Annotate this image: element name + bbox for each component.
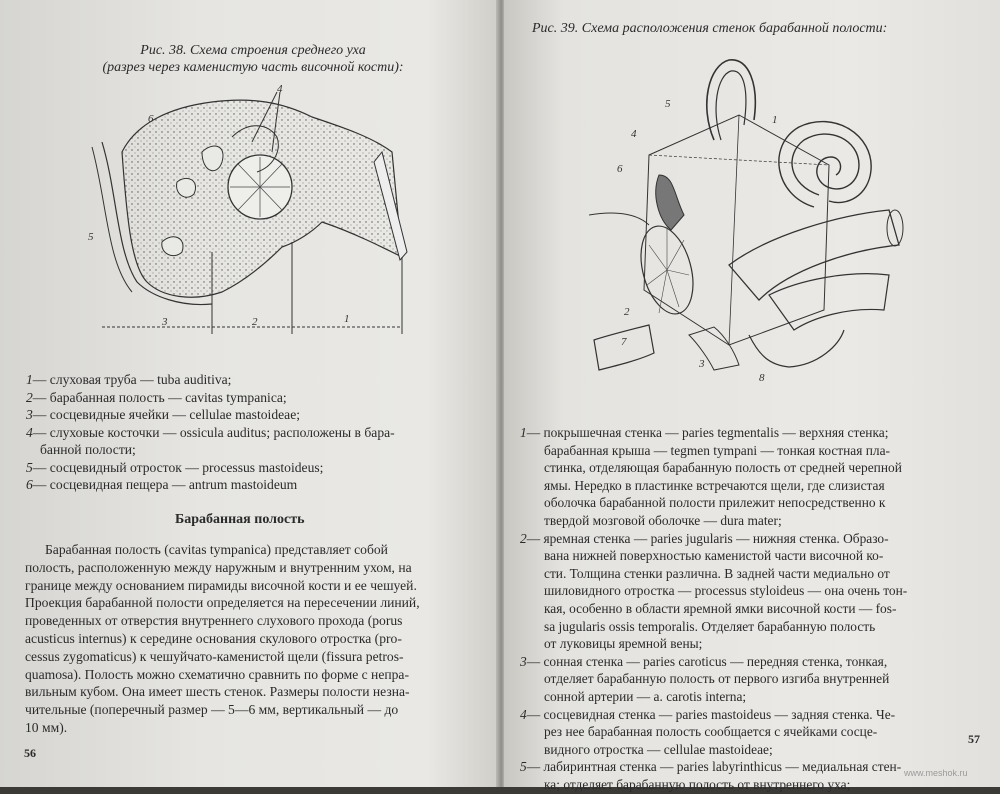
label-5: 5 bbox=[665, 98, 671, 110]
wall-number: 2 bbox=[520, 530, 527, 546]
figure-38-caption bbox=[88, 42, 418, 76]
paragraph-line: полость, расположенную между наружным и внутренним ухом, на bbox=[25, 559, 412, 575]
wall-text: сонной артерии — a. carotis interna; bbox=[544, 689, 747, 704]
legend-number: 5 bbox=[26, 459, 33, 475]
wall-item-line bbox=[544, 442, 890, 460]
paragraph-line: чительные (поперечный размер — 5—6 мм, вертикальный — до bbox=[25, 702, 399, 718]
legend-text: — сосцевидный отросток — processus mastoideus; bbox=[32, 459, 324, 475]
body-paragraph bbox=[25, 541, 465, 737]
wall-item-line bbox=[544, 582, 907, 600]
wall-number: 5 bbox=[520, 759, 527, 775]
watermark: www.meshok.ru bbox=[904, 768, 968, 778]
wall-number: 4 bbox=[520, 706, 527, 722]
label-4: 4 bbox=[277, 83, 283, 95]
label-7: 7 bbox=[621, 336, 627, 348]
label-8: 8 bbox=[759, 372, 765, 384]
wall-item-line bbox=[520, 653, 887, 671]
wall-item-line bbox=[520, 706, 895, 724]
wall-item-line bbox=[544, 618, 875, 636]
wall-text: — яремная стенка — paries jugularis — нижняя стенка. Образо- bbox=[526, 530, 889, 546]
legend-item bbox=[26, 406, 300, 424]
right-page bbox=[504, 0, 1000, 792]
wall-text: ка; отделяет барабанную полость от внутреннего уха; bbox=[544, 777, 851, 792]
wall-text: — покрышечная стенка — paries tegmentalis — верхняя стенка; bbox=[526, 425, 889, 440]
caption-line: (разрез через каменистую часть височной кости): bbox=[102, 60, 404, 75]
wall-text: — сосцевидная стенка — paries mastoideus — задняя стенка. Че- bbox=[526, 706, 896, 722]
legend-number: 2 bbox=[26, 389, 33, 405]
drum-spokes bbox=[647, 227, 689, 313]
label-6: 6 bbox=[617, 163, 623, 175]
paragraph-line: Проекция барабанной полости определяется на пересечении линий, bbox=[25, 595, 420, 611]
legend-text: — сосцевидная пещера — antrum mastoideum bbox=[32, 477, 298, 492]
cochlea bbox=[779, 122, 871, 207]
legend-text: банной полости; bbox=[40, 442, 136, 457]
caption-line: Рис. 38. Схема строения среднего уха bbox=[140, 43, 366, 58]
wall-text: — сонная стенка — paries caroticus — передняя стенка, тонкая, bbox=[526, 653, 888, 669]
section-heading: Барабанная полость bbox=[175, 512, 305, 527]
wall-item-line bbox=[544, 600, 896, 618]
label-6: 6 bbox=[148, 113, 154, 125]
wall-item-line bbox=[544, 512, 782, 530]
paragraph-line: границе между основанием пирамиды височной кости и ее чешуей. bbox=[25, 577, 417, 593]
paragraph-line: 10 мм). bbox=[25, 719, 68, 735]
wall-text: кая, особенно в области яремной ямки височной кости — fos- bbox=[544, 601, 897, 616]
legend-number: 3 bbox=[26, 407, 33, 422]
wall-text: ямы. Нередко в пластинке встречаются щели, где слизистая bbox=[544, 477, 885, 493]
wall-item-line bbox=[544, 459, 902, 477]
label-3: 3 bbox=[162, 316, 168, 328]
paragraph-line: Барабанная полость (cavitas tympanica) представляет собой bbox=[45, 542, 388, 557]
label-1: 1 bbox=[344, 313, 350, 325]
wall-text: — лабиринтная стенка — paries labyrinthicus — медиальная стен- bbox=[526, 759, 902, 775]
legend-text: — слуховая труба — tuba auditiva; bbox=[32, 372, 232, 387]
legend-number: 4 bbox=[26, 424, 33, 440]
legend-text: — барабанная полость — cavitas tympanica; bbox=[32, 389, 287, 405]
label-2: 2 bbox=[252, 316, 258, 328]
wall-item-line bbox=[544, 565, 890, 583]
label-5: 5 bbox=[88, 231, 94, 243]
middle-ear-diagram bbox=[82, 82, 412, 342]
wall-text: барабанная крыша — tegmen tympani — тонкая костная пла- bbox=[544, 442, 891, 458]
label-3: 3 bbox=[699, 358, 705, 370]
wall-item-line bbox=[544, 547, 883, 565]
legend-item bbox=[26, 371, 231, 389]
legend-item bbox=[26, 459, 323, 477]
wall-text: сти. Толщина стенки различна. В задней части медиально от bbox=[544, 565, 890, 581]
wall-item-line bbox=[544, 494, 885, 512]
legend-item bbox=[26, 389, 287, 407]
paragraph-line: вильным кубом. Она имеет шесть стенок. Размеры полости незна- bbox=[25, 684, 410, 700]
legend-number: 6 bbox=[26, 477, 33, 492]
wall-text: видного отростка — cellulae mastoideae; bbox=[544, 741, 773, 757]
wall-item-line bbox=[544, 688, 746, 706]
legend-item bbox=[40, 441, 136, 459]
wall-item-line bbox=[544, 477, 885, 495]
legend-item bbox=[26, 476, 297, 494]
wall-text: вана нижней поверхностью каменистой части височной ко- bbox=[544, 548, 884, 564]
wall-text: стинка, отделяющая барабанную полость от средней черепной bbox=[544, 460, 902, 476]
wall-item-line bbox=[520, 530, 889, 548]
wall-text: от луковицы яремной вены; bbox=[544, 636, 703, 652]
wall-text: отделяет барабанную полость от первого изгиба внутренней bbox=[544, 671, 890, 687]
wall-item-line bbox=[544, 776, 850, 794]
page-number-right: 57 bbox=[968, 732, 980, 746]
wall-text: оболочка барабанной полости прилежит непосредственно к bbox=[544, 495, 886, 511]
legend-number: 1 bbox=[26, 372, 33, 387]
wall-item-line bbox=[544, 635, 702, 653]
wall-item-line bbox=[520, 424, 888, 442]
wall-item-line bbox=[544, 670, 889, 688]
wall-number: 3 bbox=[520, 653, 527, 669]
wall-item-line bbox=[544, 741, 773, 759]
wall-item-line bbox=[544, 723, 877, 741]
wall-number: 1 bbox=[520, 425, 527, 440]
legend-text: — слуховые косточки — ossicula auditus; расположены в бара- bbox=[32, 424, 395, 440]
tympanic-walls-diagram bbox=[589, 45, 949, 390]
paragraph-line: проведенных от отверстия внутреннего слухового прохода (porus bbox=[25, 613, 403, 629]
wall-text: sa jugularis ossis temporalis. Отделяет барабанную полость bbox=[544, 618, 876, 634]
wall-item-line bbox=[520, 758, 901, 776]
paragraph-line: acusticus internus) к середине основания скулового отростка (pro- bbox=[25, 630, 402, 646]
wall-text: твердой мозговой оболочке — dura mater; bbox=[544, 513, 782, 528]
page-number-left: 56 bbox=[24, 746, 36, 760]
figure-39-caption: Рис. 39. Схема расположения стенок барабанной полости: bbox=[532, 21, 888, 36]
wall-text: шиловидного отростка — processus styloideus — она очень тон- bbox=[544, 583, 908, 599]
paragraph-line: cessus zygomaticus) к чешуйчато-каменистой щели (fissura petros- bbox=[25, 648, 404, 664]
label-1: 1 bbox=[772, 114, 778, 126]
wall-text: рез нее барабанная полость сообщается с ячейками сосце- bbox=[544, 724, 878, 740]
label-4: 4 bbox=[631, 128, 637, 140]
label-2: 2 bbox=[624, 306, 630, 318]
legend-text: — сосцевидные ячейки — cellulae mastoideae; bbox=[32, 407, 300, 422]
legend-item bbox=[26, 424, 395, 442]
paragraph-line: quamosa). Полость можно схематично сравнить по форме с непра- bbox=[25, 666, 409, 682]
left-page bbox=[0, 0, 502, 787]
